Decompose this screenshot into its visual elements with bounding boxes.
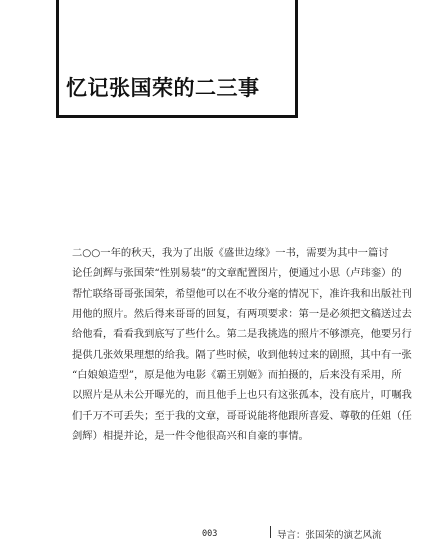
body-line: 用他的照片。然后得来哥哥的回复，有两项要求：第一是必须把文稿送过去 xyxy=(72,308,412,321)
body-line: 给他看，看看我到底写了些什么。第二是我挑选的照片不够漂亮，他要另行 xyxy=(72,328,412,341)
page-number: 003 xyxy=(202,529,218,539)
body-line: 二○○一年的秋天，我为了出版《盛世边缘》一书，需要为其中一篇讨 xyxy=(72,247,389,259)
body-text xyxy=(72,243,412,446)
body-line: 论任剑辉与张国荣“性别易装”的文章配置图片，便通过小思（卢玮銮）的 xyxy=(72,267,402,280)
body-line: 们千万不可丢失；至于我的文章，哥哥说能将他跟所喜爱、尊敬的任姐（任 xyxy=(72,409,412,422)
body-line: “白娘娘造型”，原是他为电影《霸王别姬》而拍摄的，后来没有采用，所 xyxy=(72,369,402,382)
body-line: 以照片是从未公开曝光的，而且他手上也只有这张孤本，没有底片，叮嘱我 xyxy=(72,389,412,402)
body-line: 剑辉）相提并论，是一件令他很高兴和自豪的事情。 xyxy=(72,430,309,443)
body-line: 提供几张效果理想的给我。隔了些时候，收到他转过来的剧照，其中有一张 xyxy=(72,348,412,361)
body-line: 帮忙联络哥哥张国荣，希望他可以在不收分毫的情况下，准许我和出版社刊 xyxy=(72,287,412,300)
footer-divider xyxy=(270,526,271,538)
chapter-title: 忆记张国荣的二三事 xyxy=(64,70,264,104)
running-footer-chapter: 导言：张国荣的演艺风流 xyxy=(277,530,382,541)
